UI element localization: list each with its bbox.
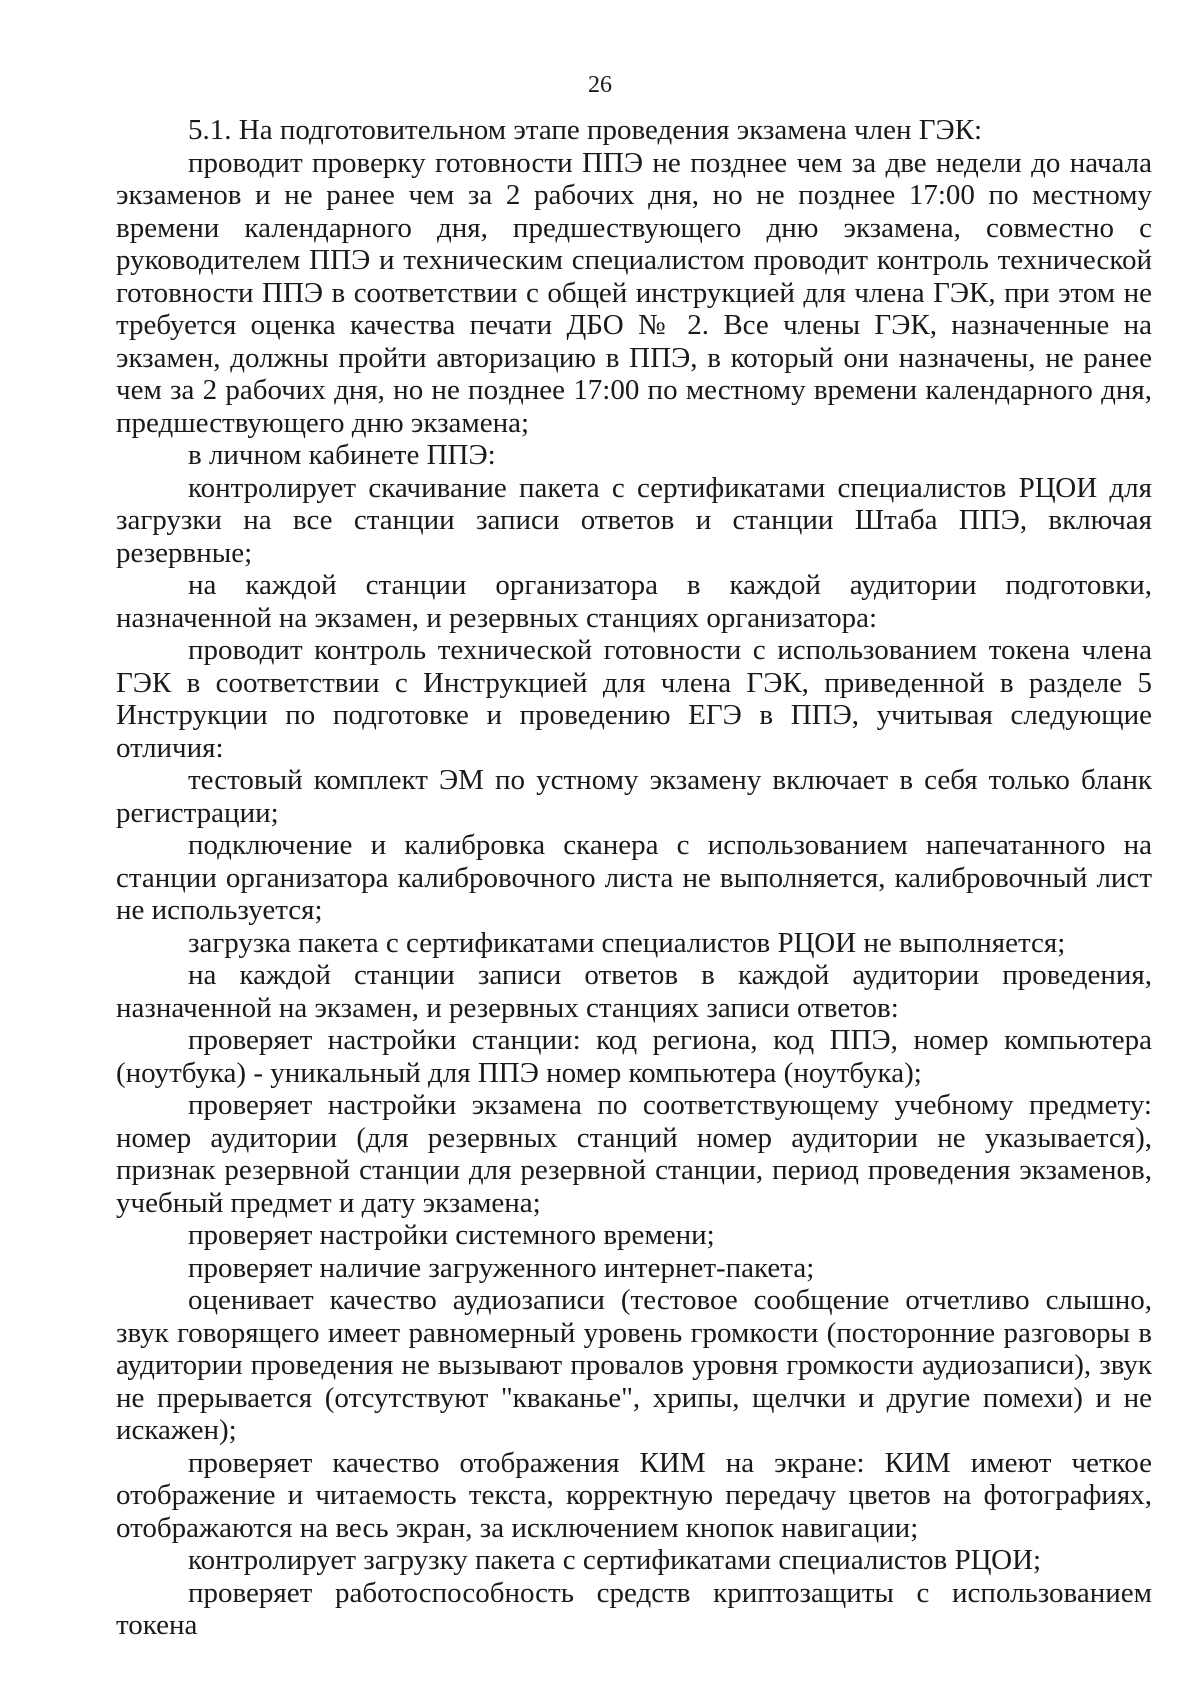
- paragraph-section-5-1-intro: 5.1. На подготовительном этапе проведения экзамена член ГЭК:: [188, 114, 983, 146]
- paragraph-certificate-not-loaded: загрузка пакета с сертификатами специалистов РЦОИ не выполняется;: [188, 926, 1066, 959]
- paragraph-scanner-calibration: подключение и калибровка сканера с использованием напечатанного на станции организатора калибровочного листа не выполняется, калибровочный лист не используется;: [116, 829, 1152, 926]
- paragraph-test-kit: тестовый комплект ЭМ по устному экзамену включает в себя только бланк регистрации;: [116, 764, 1152, 829]
- paragraph-station-settings: проверяет настройки станции: код региона, код ППЭ, номер компьютера (ноутбука) - уникальный для ППЭ номер компьютера (ноутбука);: [116, 1024, 1152, 1089]
- paragraph-organizer-stations: на каждой станции организатора в каждой аудитории подготовки, назначенной на экзамен, и резервных станциях организатора:: [116, 569, 1152, 634]
- page-number: 26: [588, 72, 612, 98]
- paragraph-system-time: проверяет настройки системного времени;: [188, 1219, 715, 1251]
- paragraph-crypto-check: проверяет работоспособность средств криптозащиты с использованием токена: [116, 1576, 1152, 1641]
- document-body: [116, 114, 1152, 1642]
- paragraph-kim-display: проверяет качество отображения КИМ на экране: КИМ имеют четкое отображение и читаемость текста, корректную передачу цветов на фотографиях, отображаются на весь экран, за исключением кнопок навигации;: [116, 1446, 1152, 1544]
- paragraph-personal-cabinet: в личном кабинете ППЭ:: [188, 439, 496, 471]
- paragraph-audio-quality: оценивает качество аудиозаписи (тестовое сообщение отчетливо слышно, звук говорящего имеет равномерный уровень громкости (посторонние разговоры в аудитории проведения не вызывают провалов уровня громкости аудиозаписи), звук не прерывается (отсутствуют "кваканье", хрипы, щелчки и другие помехи) и не искажен);: [116, 1284, 1152, 1446]
- paragraph-answer-recording-stations: на каждой станции записи ответов в каждой аудитории проведения, назначенной на экзамен, и резервных станциях записи ответов:: [116, 959, 1152, 1024]
- paragraph-certificate-download: контролирует скачивание пакета с сертификатами специалистов РЦОИ для загрузки на все станции записи ответов и станции Штаба ППЭ, включая резервные;: [116, 471, 1152, 569]
- paragraph-certificate-upload: контролирует загрузку пакета с сертификатами специалистов РЦОИ;: [188, 1544, 1042, 1576]
- paragraph-internet-package: проверяет наличие загруженного интернет-пакета;: [188, 1251, 815, 1284]
- paragraph-technical-control: проводит контроль технической готовности с использованием токена члена ГЭК в соответствии с Инструкцией для члена ГЭК, приведенной в разделе 5 Инструкции по подготовке и проведению ЕГЭ в ППЭ, учитывая следующие отличия:: [116, 634, 1152, 764]
- paragraph-exam-settings: проверяет настройки экзамена по соответствующему учебному предмету: номер аудитории (для резервных станций номер аудитории не указывается), признак резервной станции для резервной станции, период проведения экзаменов, учебный предмет и дату экзамена;: [116, 1089, 1152, 1219]
- paragraph-readiness-check: проводит проверку готовности ППЭ не позднее чем за две недели до начала экзаменов и не ранее чем за 2 рабочих дня, но не позднее 17:00 по местному времени календарного дня, предшествующего дню экзамена, совместно с руководителем ППЭ и техническим специалистом проводит контроль технической готовности ППЭ в соответствии с общей инструкцией для члена ГЭК, при этом не требуется оценка качества печати ДБО № 2. Все члены ГЭК, назначенные на экзамен, должны пройти авторизацию в ППЭ, в который они назначены, не ранее чем за 2 рабочих дня, но не позднее 17:00 по местному времени календарного дня, предшествующего дню экзамена;: [116, 146, 1152, 439]
